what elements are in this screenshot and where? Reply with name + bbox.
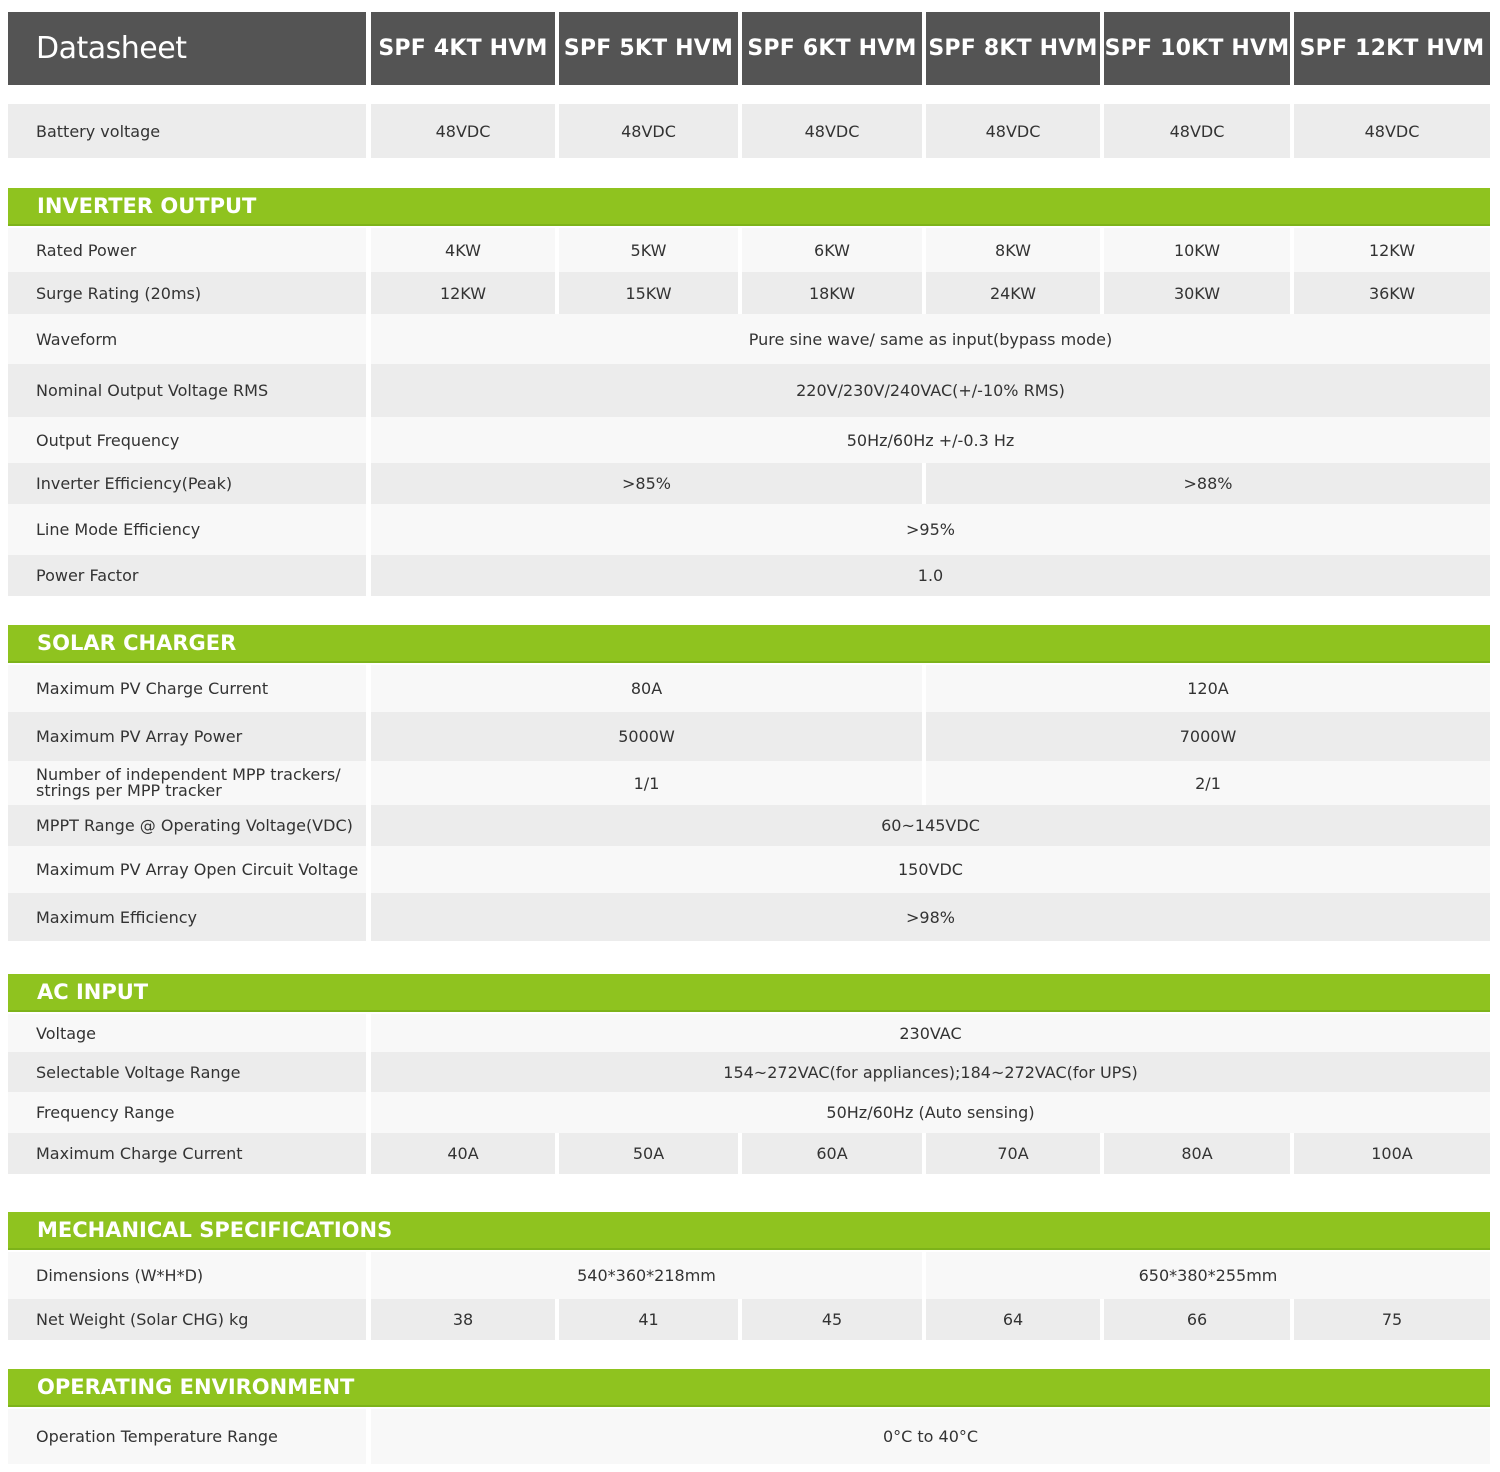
section-ac-input: AC INPUT bbox=[8, 974, 1490, 1012]
section-mechanical-specifications: MECHANICAL SPECIFICATIONS bbox=[8, 1212, 1490, 1250]
section-solar-charger: SOLAR CHARGER bbox=[8, 625, 1490, 663]
power-factor-row bbox=[0, 555, 1500, 596]
mppt-range-row bbox=[0, 805, 1500, 846]
value-cell: 40A bbox=[371, 1133, 555, 1174]
battery-voltage-row bbox=[0, 104, 1500, 158]
value-cell: 12KW bbox=[1294, 228, 1490, 272]
waveform-row bbox=[0, 314, 1500, 364]
datasheet-title: Datasheet bbox=[8, 12, 366, 85]
row-label: Maximum PV Charge Current bbox=[8, 665, 366, 712]
value-cell: 5000W bbox=[371, 712, 922, 761]
value-cell: 50A bbox=[559, 1133, 738, 1174]
row-label: Frequency Range bbox=[8, 1092, 366, 1133]
value-cell: 50Hz/60Hz (Auto sensing) bbox=[371, 1092, 1490, 1133]
value-cell: 36KW bbox=[1294, 272, 1490, 314]
model-header-4kt: SPF 4KT HVM bbox=[371, 12, 555, 85]
value-cell: 230VAC bbox=[371, 1014, 1490, 1052]
row-label: Selectable Voltage Range bbox=[8, 1052, 366, 1092]
value-cell: 154~272VAC(for appliances);184~272VAC(for UPS) bbox=[371, 1052, 1490, 1092]
output-frequency-row bbox=[0, 417, 1500, 463]
row-label: Maximum PV Array Open Circuit Voltage bbox=[8, 846, 366, 893]
model-header-12kt: SPF 12KT HVM bbox=[1294, 12, 1490, 85]
value-cell: 2/1 bbox=[926, 761, 1490, 805]
value-cell: 80A bbox=[1104, 1133, 1290, 1174]
value-cell: >85% bbox=[371, 463, 922, 504]
row-label: Output Frequency bbox=[8, 417, 366, 463]
frequency-range-row bbox=[0, 1092, 1500, 1133]
value-cell: 60~145VDC bbox=[371, 805, 1490, 846]
value-cell: 8KW bbox=[926, 228, 1100, 272]
value-cell: >88% bbox=[926, 463, 1490, 504]
rated-power-row bbox=[0, 228, 1500, 272]
value-cell: 41 bbox=[559, 1299, 738, 1340]
inverter-efficiency-row bbox=[0, 463, 1500, 504]
value-cell: 150VDC bbox=[371, 846, 1490, 893]
value-cell: 0°C to 40°C bbox=[371, 1409, 1490, 1464]
row-label: Number of independent MPP trackers/ strings per MPP tracker bbox=[8, 761, 366, 805]
ac-voltage-row bbox=[0, 1014, 1500, 1052]
dimensions-row bbox=[0, 1252, 1500, 1299]
model-header-6kt: SPF 6KT HVM bbox=[742, 12, 922, 85]
row-label: Dimensions (W*H*D) bbox=[8, 1252, 366, 1299]
value-cell: 15KW bbox=[559, 272, 738, 314]
model-header-8kt: SPF 8KT HVM bbox=[926, 12, 1100, 85]
value-cell: 12KW bbox=[371, 272, 555, 314]
line-mode-efficiency-row bbox=[0, 504, 1500, 555]
selectable-voltage-range-row bbox=[0, 1052, 1500, 1092]
value-cell: 48VDC bbox=[1294, 104, 1490, 158]
row-label: Power Factor bbox=[8, 555, 366, 596]
value-cell: 100A bbox=[1294, 1133, 1490, 1174]
max-open-circuit-voltage-row bbox=[0, 846, 1500, 893]
section-inverter-output: INVERTER OUTPUT bbox=[8, 188, 1490, 226]
row-label: Maximum Efficiency bbox=[8, 893, 366, 941]
surge-rating-row bbox=[0, 272, 1500, 314]
value-cell: 540*360*218mm bbox=[371, 1252, 922, 1299]
row-label: Net Weight (Solar CHG) kg bbox=[8, 1299, 366, 1340]
row-label: Waveform bbox=[8, 314, 366, 364]
value-cell: 48VDC bbox=[926, 104, 1100, 158]
value-cell: 7000W bbox=[926, 712, 1490, 761]
value-cell: 48VDC bbox=[371, 104, 555, 158]
value-cell: 45 bbox=[742, 1299, 922, 1340]
nominal-output-voltage-row bbox=[0, 364, 1500, 417]
max-efficiency-row bbox=[0, 893, 1500, 941]
value-cell: 48VDC bbox=[559, 104, 738, 158]
value-cell: 50Hz/60Hz +/-0.3 Hz bbox=[371, 417, 1490, 463]
value-cell: 30KW bbox=[1104, 272, 1290, 314]
section-operating-environment: OPERATING ENVIRONMENT bbox=[8, 1369, 1490, 1407]
value-cell: >98% bbox=[371, 893, 1490, 941]
value-cell: 48VDC bbox=[1104, 104, 1290, 158]
max-pv-array-power-row bbox=[0, 712, 1500, 761]
value-cell: 24KW bbox=[926, 272, 1100, 314]
value-cell: 60A bbox=[742, 1133, 922, 1174]
value-cell: 18KW bbox=[742, 272, 922, 314]
model-header-10kt: SPF 10KT HVM bbox=[1104, 12, 1290, 85]
value-cell: 6KW bbox=[742, 228, 922, 272]
row-label: Battery voltage bbox=[8, 104, 366, 158]
value-cell: 66 bbox=[1104, 1299, 1290, 1340]
row-label: Maximum Charge Current bbox=[8, 1133, 366, 1174]
value-cell: 70A bbox=[926, 1133, 1100, 1174]
row-label: Nominal Output Voltage RMS bbox=[8, 364, 366, 417]
value-cell: 120A bbox=[926, 665, 1490, 712]
value-cell: 220V/230V/240VAC(+/-10% RMS) bbox=[371, 364, 1490, 417]
row-label: Line Mode Efficiency bbox=[8, 504, 366, 555]
value-cell: 64 bbox=[926, 1299, 1100, 1340]
value-cell: 38 bbox=[371, 1299, 555, 1340]
net-weight-row bbox=[0, 1299, 1500, 1340]
value-cell: 80A bbox=[371, 665, 922, 712]
value-cell: Pure sine wave/ same as input(bypass mode) bbox=[371, 314, 1490, 364]
model-header-5kt: SPF 5KT HVM bbox=[559, 12, 738, 85]
value-cell: 10KW bbox=[1104, 228, 1290, 272]
row-label: Inverter Efficiency(Peak) bbox=[8, 463, 366, 504]
value-cell: 5KW bbox=[559, 228, 738, 272]
mpp-trackers-row bbox=[0, 761, 1500, 805]
max-pv-charge-current-row bbox=[0, 665, 1500, 712]
value-cell: 75 bbox=[1294, 1299, 1490, 1340]
value-cell: 1/1 bbox=[371, 761, 922, 805]
value-cell: 1.0 bbox=[371, 555, 1490, 596]
value-cell: 4KW bbox=[371, 228, 555, 272]
temperature-range-row bbox=[0, 1409, 1500, 1464]
row-label: Voltage bbox=[8, 1014, 366, 1052]
row-label: MPPT Range @ Operating Voltage(VDC) bbox=[8, 805, 366, 846]
value-cell: 650*380*255mm bbox=[926, 1252, 1490, 1299]
value-cell: >95% bbox=[371, 504, 1490, 555]
value-cell: 48VDC bbox=[742, 104, 922, 158]
row-label: Operation Temperature Range bbox=[8, 1409, 366, 1464]
row-label: Maximum PV Array Power bbox=[8, 712, 366, 761]
max-charge-current-row bbox=[0, 1133, 1500, 1174]
row-label: Surge Rating (20ms) bbox=[8, 272, 366, 314]
row-label: Rated Power bbox=[8, 228, 366, 272]
